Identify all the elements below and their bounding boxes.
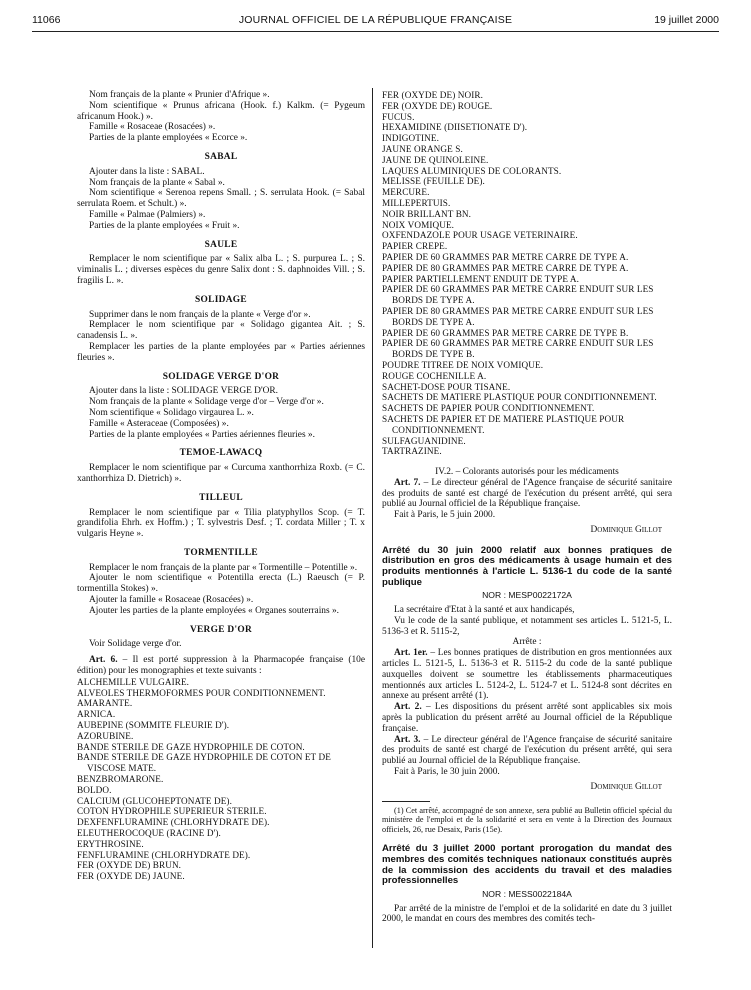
- section-line: Remplacer le nom scientifique par « Salix alba L. ; S. purpurea L. ; S. viminalis L. ; diverses espèces du genre Salix dont : S. daphnoides Vill. ; S. fragilis L. ».: [77, 254, 365, 286]
- article-1-label: Art. 1er.: [394, 648, 428, 659]
- arrete-1-nor: NOR : MESP0022172A: [482, 590, 572, 601]
- article-6: [77, 655, 365, 677]
- article-3-label: Art. 3.: [394, 734, 421, 745]
- entry-line: Nom français de la plante « Prunier d'Afrique ».: [89, 90, 270, 100]
- monograph-item: ROUGE COCHENILLE A.: [382, 370, 487, 381]
- monograph-item: FER (OXYDE DE) JAUNE.: [77, 871, 185, 882]
- section-heading: SAULE: [204, 239, 238, 250]
- section-line: Remplacer les parties de la plante employées par « Parties aériennes fleuries ».: [77, 341, 365, 363]
- monograph-item: PAPIER DE 80 GRAMMES PAR METRE CARRE ENDUIT SUR LES BORDS DE TYPE A.: [382, 305, 654, 327]
- arrete-1-preamble: La secrétaire d'Etat à la santé et aux handicapés,: [394, 605, 575, 616]
- plant-section: [77, 625, 365, 651]
- done-at-paris-2: Fait à Paris, le 30 juin 2000.: [394, 767, 500, 777]
- monograph-item: SACHETS DE PAPIER POUR CONDITIONNEMENT.: [382, 403, 595, 414]
- monograph-item: AUBEPINE (SOMMITE FLEURIE D').: [77, 720, 230, 731]
- section-line: Famille « Asteraceae (Composées) ».: [89, 418, 229, 429]
- monograph-item: PAPIER DE 60 GRAMMES PAR METRE CARRE ENDUIT SUR LES BORDS DE TYPE A.: [382, 284, 654, 306]
- monograph-item: HEXAMIDINE (DIISETIONATE D').: [382, 122, 528, 133]
- arrete-2-nor: NOR : MESS0022184A: [482, 888, 572, 899]
- entry-line: Nom scientifique « Prunus africana (Hook. f.) Kalkm. (= Pygeum africanum Hook.) ».: [77, 100, 365, 122]
- plant-section: [77, 152, 365, 232]
- monograph-item: LAQUES ALUMINIQUES DE COLORANTS.: [382, 165, 562, 176]
- monograph-item: COTON HYDROPHILE SUPERIEUR STERILE.: [77, 806, 267, 817]
- issue-date: 19 juillet 2000: [654, 14, 719, 26]
- arrete-1-visa: Vu le code de la santé publique, et notamment ses articles L. 5121-5, L. 5136-3 et R. 5115-2,: [382, 615, 672, 637]
- arrete-1-arrete: Arrête :: [512, 637, 542, 648]
- page-number: 11066: [32, 14, 61, 26]
- section-iv2: IV.2. – Colorants autorisés pour les médicaments: [435, 467, 619, 478]
- article-7-label: Art. 7.: [394, 477, 421, 488]
- article-3-text: – Le directeur général de l'Agence française de sécurité sanitaire des produits de santé est chargé de l'exécution du présent arrêté, qui sera publié au Journal officiel de la République française.: [382, 734, 672, 767]
- section-heading: TILLEUL: [199, 492, 243, 503]
- section-heading: SABAL: [204, 151, 238, 162]
- article-6-label: Art. 6.: [89, 655, 118, 666]
- section-line: Parties de la plante employées « Fruit ».: [89, 220, 240, 231]
- monograph-item: PAPIER DE 60 GRAMMES PAR METRE CARRE DE TYPE B.: [382, 327, 629, 338]
- monograph-item: AMARANTE.: [77, 698, 133, 709]
- suppressed-monographs-list-continued: [382, 90, 672, 457]
- section-line: Ajouter les parties de la plante employées « Organes souterrains ».: [89, 605, 340, 616]
- left-column: [77, 90, 365, 882]
- monograph-item: SACHETS DE PAPIER ET DE MATIERE PLASTIQUE POUR CONDITIONNEMENT.: [382, 413, 625, 435]
- article-2-text: – Les dispositions du présent arrêté sont applicables six mois après la publication du présent arrêté au Journal officiel de la République française.: [382, 702, 672, 734]
- monograph-item: FENFLURAMINE (CHLORHYDRATE DE).: [77, 849, 251, 860]
- plant-section: [77, 295, 365, 364]
- monograph-item: ALCHEMILLE VULGAIRE.: [77, 676, 190, 687]
- section-heading: TORMENTILLE: [184, 547, 258, 558]
- prunier-entry: [77, 90, 365, 144]
- monograph-item: INDIGOTINE.: [382, 133, 439, 144]
- monograph-item: PAPIER DE 80 GRAMMES PAR METRE CARRE DE TYPE A.: [382, 262, 629, 273]
- monograph-item: BENZBROMARONE.: [77, 774, 164, 785]
- section-heading: VERGE D'OR: [189, 624, 253, 635]
- monograph-item: BANDE STERILE DE GAZE HYDROPHILE DE COTON ET DE VISCOSE MATE.: [77, 752, 331, 774]
- section-line: Ajouter dans la liste : SOLIDAGE VERGE D'OR.: [89, 386, 278, 397]
- monograph-item: FER (OXYDE DE) ROUGE.: [382, 100, 493, 111]
- section-line: Nom scientifique « Serenoa repens Small. ; S. serrulata Hook. (= Sabal serrulata Roem. et Schult.) ».: [77, 188, 365, 210]
- page-header: [32, 14, 719, 30]
- monograph-item: SACHETS DE MATIERE PLASTIQUE POUR CONDITIONNEMENT.: [382, 392, 657, 403]
- monograph-item: BANDE STERILE DE GAZE HYDROPHILE DE COTON.: [77, 741, 305, 752]
- section-line: Remplacer le nom français de la plante par « Tormentille – Potentille ».: [89, 562, 358, 573]
- monograph-item: NOIX VOMIQUE.: [382, 219, 455, 230]
- monograph-item: PAPIER DE 60 GRAMMES PAR METRE CARRE ENDUIT SUR LES BORDS DE TYPE B.: [382, 338, 654, 360]
- section-line: Nom scientifique « Solidago virgaurea L. ».: [89, 407, 254, 418]
- section-heading: SOLIDAGE VERGE D'OR: [162, 371, 280, 382]
- section-line: Parties de la plante employées « Parties aériennes fleuries ».: [89, 429, 315, 440]
- section-line: Nom français de la plante « Sabal ».: [89, 177, 225, 188]
- plant-section: [77, 493, 365, 540]
- section-line: Remplacer le nom scientifique par « Tilia platyphyllos Scop. (= T. grandifolia Ehrh. ex Hoffm.) ; T. sylvestris Desf. ; T. cordata Miller ; T. x vulgaris Heyne ».: [77, 507, 365, 540]
- monograph-item: ALVEOLES THERMOFORMES POUR CONDITIONNEMENT.: [77, 687, 326, 698]
- monograph-item: PAPIER DE 60 GRAMMES PAR METRE CARRE DE TYPE A.: [382, 251, 629, 262]
- article-7-text: – Le directeur général de l'Agence française de sécurité sanitaire des produits de santé est chargé de l'exécution du présent arrêté, qui sera publié au Journal officiel de la République française.: [382, 477, 672, 510]
- monograph-item: ERYTHROSINE.: [77, 838, 144, 849]
- footnote: (1) Cet arrêté, accompagné de son annexe, sera publié au Bulletin officiel spécial du ministère de l'emploi et de la solidarité et sera en vente à la Direction des Journaux officiels, 26, rue Desaix, Paris (15e).: [382, 805, 672, 834]
- column-separator: [372, 88, 373, 948]
- entry-line: Parties de la plante employées « Ecorce ».: [89, 133, 248, 144]
- article-2-label: Art. 2.: [394, 702, 422, 713]
- arrete-2-text: Par arrêté de la ministre de l'emploi et de la solidarité en date du 3 juillet 2000, le mandat en cours des membres des comités tech-: [382, 903, 672, 925]
- section-line: Famille « Palmae (Palmiers) ».: [89, 209, 206, 220]
- monograph-item: MILLEPERTUIS.: [382, 197, 451, 208]
- section-line: Ajouter le nom scientifique « Potentilla erecta (L.) Raeusch (= P. tormentilla Stokes) ».: [77, 573, 365, 595]
- section-line: Supprimer dans le nom français de la plante « Verge d'or ».: [89, 309, 311, 320]
- arrete-1-title: Arrêté du 30 juin 2000 relatif aux bonnes pratiques de distribution en gros des médicaments à usage humain et des produits mentionnés à l'article L. 5136-1 du code de la santé publique: [382, 544, 672, 588]
- article-1-text: – Les bonnes pratiques de distribution en gros mentionnées aux articles L. 5121-5, L. 5136-3 et R. 5115-2 du code de la santé publique auxquelles doivent se soumettre les établissements pharmaceutiques mentionnés aux articles L. 5124-2, L. 5124-7 et L. 5124-8 sont décrites en annexe au présent arrêté (1).: [382, 648, 673, 702]
- signature-1: Dominique Gillot: [590, 525, 662, 536]
- suppressed-monographs-list: [77, 677, 365, 882]
- monograph-item: POUDRE TITREE DE NOIX VOMIQUE.: [382, 359, 544, 370]
- monograph-item: OXFENDAZOLE POUR USAGE VETERINAIRE.: [382, 230, 578, 241]
- journal-title: JOURNAL OFFICIEL DE LA RÉPUBLIQUE FRANÇAISE: [238, 14, 513, 26]
- article-3: [382, 735, 672, 767]
- signature-2: Dominique Gillot: [590, 781, 662, 792]
- monograph-item: MELISSE (FEUILLE DE).: [382, 176, 485, 187]
- article-6-text: – Il est porté suppression à la Pharmacopée française (10e édition) pour les monographies et texte suivants :: [77, 655, 365, 677]
- entry-line: Famille « Rosaceae (Rosacées) ».: [89, 122, 216, 133]
- monograph-item: SULFAGUANIDINE.: [382, 435, 466, 446]
- monograph-item: FUCUS.: [382, 111, 415, 122]
- monograph-item: DEXFENFLURAMINE (CHLORHYDRATE DE).: [77, 817, 270, 828]
- section-line: Ajouter la famille « Rosaceae (Rosacées) ».: [89, 595, 254, 606]
- section-line: Voir Solidage verge d'or.: [89, 639, 182, 650]
- section-heading: TEMOE-LAWACQ: [179, 448, 263, 459]
- footnote-separator: [382, 801, 430, 802]
- header-rule: [32, 31, 719, 32]
- arrete-2-title: Arrêté du 3 juillet 2000 portant prorogation du mandat des membres des comités techniques nationaux constitués auprès de la commission des accidents du travail et des maladies professionnelles: [382, 843, 672, 887]
- monograph-item: FER (OXYDE DE) NOIR.: [382, 90, 484, 100]
- monograph-item: PAPIER PARTIELLEMENT ENDUIT DE TYPE A.: [382, 273, 580, 284]
- plant-sections: [77, 152, 365, 650]
- monograph-item: ARNICA.: [77, 709, 116, 720]
- monograph-item: JAUNE DE QUINOLEINE.: [382, 154, 489, 165]
- monograph-item: TARTRAZINE.: [382, 446, 442, 457]
- section-line: Remplacer le nom scientifique par « Solidago gigantea Ait. ; S. canadensis L. ».: [77, 320, 365, 342]
- plant-section: [77, 548, 365, 617]
- monograph-item: AZORUBINE.: [77, 730, 134, 741]
- section-heading: SOLIDAGE: [195, 294, 247, 305]
- monograph-item: MERCURE.: [382, 187, 430, 198]
- monograph-item: FER (OXYDE DE) BRUN.: [77, 860, 182, 871]
- section-line: Ajouter dans la liste : SABAL.: [89, 166, 205, 177]
- done-at-paris-1: Fait à Paris, le 5 juin 2000.: [394, 510, 496, 521]
- monograph-item: CALCIUM (GLUCOHEPTONATE DE).: [77, 795, 232, 806]
- article-2: [382, 702, 672, 734]
- monograph-item: SACHET-DOSE POUR TISANE.: [382, 381, 511, 392]
- monograph-item: PAPIER CREPE.: [382, 241, 448, 252]
- article-1: [382, 648, 672, 702]
- monograph-item: BOLDO.: [77, 784, 112, 795]
- section-line: Nom français de la plante « Solidage verge d'or – Verge d'or ».: [89, 397, 324, 408]
- monograph-item: ELEUTHEROCOQUE (RACINE D').: [77, 828, 221, 839]
- plant-section: [77, 448, 365, 484]
- plant-section: [77, 372, 365, 441]
- article-7: [382, 478, 672, 510]
- plant-section: [77, 240, 365, 287]
- right-column: [382, 90, 672, 925]
- section-line: Remplacer le nom scientifique par « Curcuma xanthorrhiza Roxb. (= C. xanthorrhiza D. Dietrich) ».: [77, 463, 365, 484]
- monograph-item: NOIR BRILLANT BN.: [382, 208, 472, 219]
- monograph-item: JAUNE ORANGE S.: [382, 143, 463, 154]
